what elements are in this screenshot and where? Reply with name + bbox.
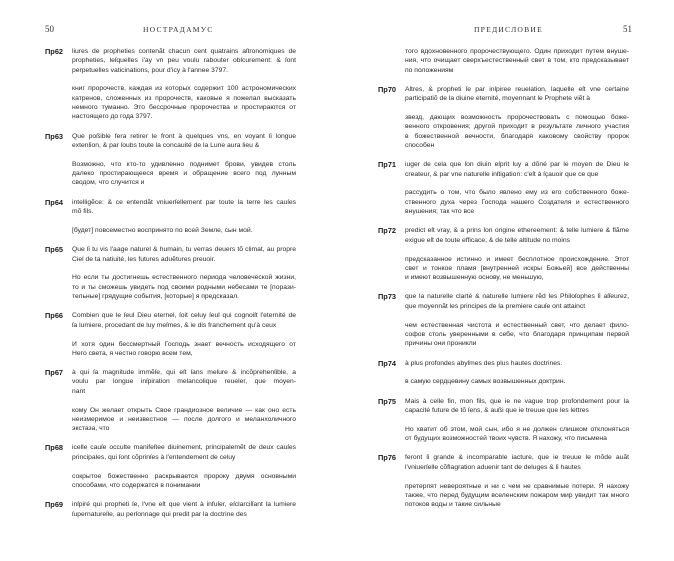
text-line: Que ſi tu vis l'aage naturel & humain, tu verras deuers tõ climat, au propre	[72, 246, 296, 254]
text-line: потоков воды и такие сильные	[405, 501, 501, 509]
text-line: кому Он желает открыть Свое грандиозное величие — как оно есть	[72, 406, 296, 414]
french-original-text	[72, 500, 296, 519]
russian-translation-text	[405, 377, 629, 386]
text-line: чем естественная чистота и естественный свет, что делает фило-	[405, 321, 629, 329]
text-line: неизмеримое и неизвестное — после долгого и меланхоличного	[72, 415, 296, 423]
verse-entry	[378, 160, 629, 216]
text-line: inſpiré qui propheti ſe, l'vne eſt que vient à infuſer, eſclarciſſant la lumiere	[72, 501, 296, 509]
french-original-text	[72, 245, 296, 264]
verse-label: Пр72	[378, 226, 397, 236]
text-line: в божественной вечности, благодаря каковому свойству пророк	[405, 132, 629, 140]
text-line: внушения; так что все	[405, 208, 475, 216]
text-line: сводом, что случится и	[72, 179, 145, 187]
text-line: Возможно, что кто-то удивленно поднимет брови, увидев столь	[72, 160, 296, 168]
text-line: и имеют возвышенную основу, не меньшую,	[405, 274, 544, 282]
text-line: Него света, я честно говорю всем тем,	[72, 349, 193, 357]
text-line: predict eſt vray, & a prins ſon origine ethereement: & telle lumiere & flãme	[405, 227, 629, 235]
text-line: рассудить о том, что было явлено ему из его собственного боже-	[405, 189, 629, 197]
text-line: l'vniuerſelle cõflagration aduenir tant de deluges & ſi hautes	[405, 463, 581, 471]
text-line: также, что перед будущим вселенским пожаром мир увидит так много	[405, 491, 629, 499]
russian-translation-text	[72, 226, 296, 235]
text-line: способами, что содержатся в понимании	[72, 481, 201, 489]
text-line: à qui ſa magnitude immẽſe, qui eſt ſans meſure & incõprehenſible, a	[72, 369, 296, 377]
french-original-text	[405, 397, 629, 416]
verse-entry	[45, 245, 296, 301]
russian-translation-text	[405, 482, 629, 510]
verse-label: Пр66	[45, 311, 64, 321]
verse-label: Пр70	[378, 84, 397, 94]
verse-label: Пр68	[45, 443, 64, 453]
verse-label: Пр64	[45, 197, 64, 207]
text-line: mõ fils.	[72, 208, 94, 216]
text-line: capacité future de tõ ſens, & außi que ie treuue que les lettres	[405, 406, 589, 414]
french-original-text	[405, 453, 629, 472]
text-line: книг пророчеств, каждая из которых содержит 100 астрономических	[72, 85, 296, 93]
text-line: софов столь уверенными в себе, что благодаря принципам первой	[405, 330, 629, 338]
verse-label: Пр62	[45, 47, 64, 56]
text-line: в самую сердцевину самых возвышенных доктрин.	[405, 378, 566, 386]
verse-label: Пр67	[45, 368, 64, 378]
russian-translation-text	[405, 321, 629, 349]
text-line: Aſtres, & propheti ſe par inſpiree reuelation, laquelle eſt vne certaine	[405, 85, 629, 93]
french-original-text	[405, 85, 629, 104]
text-line: voulu par longue inſpiration melancolique reueler, que moyen-	[72, 378, 296, 386]
verse-entry	[378, 84, 629, 150]
verse-label: Пр75	[378, 396, 397, 406]
text-line: participatiõ de la diuine eternité, moyennant le Prophete viẽt à	[405, 95, 590, 103]
text-line: И хотя один бессмертный Господь знает вечность исходящего от	[72, 340, 296, 348]
verse-entry	[378, 453, 629, 509]
page-number: 51	[623, 24, 632, 34]
running-head: ПРЕДИСЛОВИЕ	[474, 25, 543, 34]
text-line: nant	[72, 387, 86, 395]
russian-translation-text	[72, 160, 296, 188]
russian-translation-text	[405, 255, 629, 283]
text-line: iuger de cela que ſon diuin eſprit luy a dõné par le moyen de Dieu le	[405, 161, 629, 169]
text-line: intelligẽce: & ce entendãt vniuerſellement par toute la terre les cauſes	[72, 198, 296, 206]
russian-translation-text	[72, 273, 296, 301]
russian-translation-text	[405, 113, 629, 150]
russian-translation-text	[72, 84, 296, 121]
text-line: ственного духа через Господа нашего Создателя и естественного	[405, 198, 629, 206]
text-line: свет и тонкое пламя [внутренней искры Божьей] все действенны	[405, 264, 629, 272]
russian-translation-text	[405, 425, 629, 444]
french-original-text	[405, 359, 629, 368]
verse-entry	[45, 500, 296, 519]
verse-entry	[45, 131, 296, 188]
text-line: того вдохновенного пророчествующего. Один приходит путем внуше-	[405, 48, 629, 55]
verse-label: Пр74	[378, 358, 397, 368]
text-line: экстаза, что	[72, 425, 110, 433]
text-line: perpetuelles vaticinations, pour d'icy à l'annee 3797.	[72, 66, 229, 74]
verse-entry	[378, 292, 629, 348]
text-line: ſa lumiere, procedant de luy meſmes, & ie dis franchement qu'à ceux	[72, 321, 277, 329]
verse-label: Пр63	[45, 131, 64, 141]
text-line: icelle cauſe occulte manifeſtee diuinement, principalemẽt de deux cauſes	[72, 444, 296, 452]
french-original-text	[72, 198, 296, 217]
text-line: [будет] повсеместно воспринято по всей Земле, сын мой.	[72, 226, 253, 234]
text-line: немного туманно. Это бессрочные пророчества и простираются от	[72, 104, 296, 112]
running-head: НОСТРАДАМУС	[143, 25, 214, 34]
text-line: Но хватит об этом, мой сын, ибо я не должен слишком отклоняться	[405, 425, 629, 433]
text-line: сокрытое божественно раскрывается пророку двумя основными	[72, 472, 296, 480]
verse-entry	[378, 358, 629, 387]
verse-label: Пр76	[378, 453, 397, 463]
verse-label: Пр69	[45, 500, 64, 510]
text-line: тельные] грядущие события, [которые] я предсказал.	[72, 293, 240, 301]
text-line: Combien que le ſeul Dieu eternel, ſoit celuy ſeul qui cognoiſt l'eternité de	[72, 312, 296, 320]
text-line: претерпят невероятные и ни с чем не сравнимые потери. Я нахожу	[405, 482, 629, 490]
text-line: à plus profondes abyſmes des plus hautes doctrines.	[405, 359, 563, 367]
text-line: катренов, сложенных из пророчеств, каковые я пожелал высказать	[72, 94, 296, 102]
verse-label: Пр73	[378, 292, 397, 302]
verse-entry	[45, 197, 296, 235]
russian-translation-text	[405, 188, 629, 216]
text-line: que la naturelle clarté & naturelle lumiere rẽd les Philoſophes ſi aſſeurez,	[405, 293, 629, 301]
french-original-text	[72, 132, 296, 151]
text-line: ния, что очищает сверхъестественный свет в том, кто предсказывает	[405, 57, 629, 65]
russian-translation-text	[72, 340, 296, 359]
text-line: Mais à celle fin, mon fils, que ie ne vague trop profondement pour la	[405, 397, 629, 405]
text-line: Но если ты достигнешь естественного периода человеческой жизни,	[72, 274, 296, 282]
text-line: настоящего до года 3797.	[72, 113, 153, 121]
text-line: венного откровения; другой приходит в результате личного участия	[405, 123, 629, 131]
page-number: 50	[45, 24, 54, 34]
text-line: Que poßible fera retirer le front à quelques vns, en voyant ſi longue	[72, 132, 296, 140]
text-line: то и ты сможешь увидеть под своими родными небесами те [порази-	[72, 283, 296, 291]
french-original-text	[405, 160, 629, 179]
russian-translation-text	[405, 47, 629, 75]
verse-entry	[45, 311, 296, 358]
text-line: exigue eſt de toute efficace, & de telle altitude no moins	[405, 236, 570, 244]
verse-entry	[45, 443, 296, 490]
text-line: propheties, leſquelles i'ay vn peu voulu rabouter obſcurement: & ſont	[72, 57, 296, 65]
text-line: liures de propheties contenãt chacun cent quatrains aſtronomiques de	[72, 48, 296, 55]
french-original-text	[405, 292, 629, 311]
text-column	[378, 47, 629, 520]
text-line: звезд, дающих возможность пророчествовать с помощью боже-	[405, 114, 629, 122]
text-line: далеко простирающееся время и обращение всего под лунным	[72, 170, 296, 178]
text-line: от будущих возможностей твоих чувств. Я нахожу, что письмена	[405, 435, 607, 443]
french-original-text	[72, 311, 296, 330]
french-original-text	[405, 226, 629, 245]
verse-label: Пр65	[45, 245, 64, 255]
text-line: createur, & par vne naturelle inſtigation: c'eſt à ſçauoir que ce que	[405, 170, 599, 178]
text-line: способен	[405, 141, 435, 149]
verse-entry	[45, 368, 296, 433]
text-line: principales, qui ſont cõprinſes à l'entendement de celuy	[72, 453, 236, 461]
verse-entry	[378, 226, 629, 282]
french-original-text	[72, 368, 296, 396]
text-line: предсказанное истинно и имеет бесплотное происхождение. Этот	[405, 255, 629, 263]
verse-entry	[378, 396, 629, 444]
text-line: причины они проникли	[405, 340, 477, 348]
text-column	[45, 47, 296, 529]
text-line: по положениям	[405, 66, 454, 74]
text-line: que moyennãt les principes de la premiere cauſe ont attainct	[405, 302, 586, 310]
russian-translation-text	[72, 472, 296, 491]
text-line: feront ſi grande & incomparable iacture, que ie treuue le mõde auãt	[405, 454, 629, 462]
french-original-text	[72, 47, 296, 75]
verse-label: Пр71	[378, 160, 397, 170]
text-line: extenſion, & par ſoubs toute la concauité de la Lune aura lieu &	[72, 141, 260, 149]
russian-translation-text	[72, 406, 296, 434]
text-line: Ciel de ta natiuité, les futures aduẽtures preuoir.	[72, 255, 216, 263]
text-line: ſupernaturelle, au perſonnage qui predit par la doctrine des	[72, 510, 247, 518]
right-page	[337, 0, 674, 561]
verse-entry	[405, 47, 629, 75]
french-original-text	[72, 443, 296, 462]
verse-entry	[45, 47, 296, 122]
